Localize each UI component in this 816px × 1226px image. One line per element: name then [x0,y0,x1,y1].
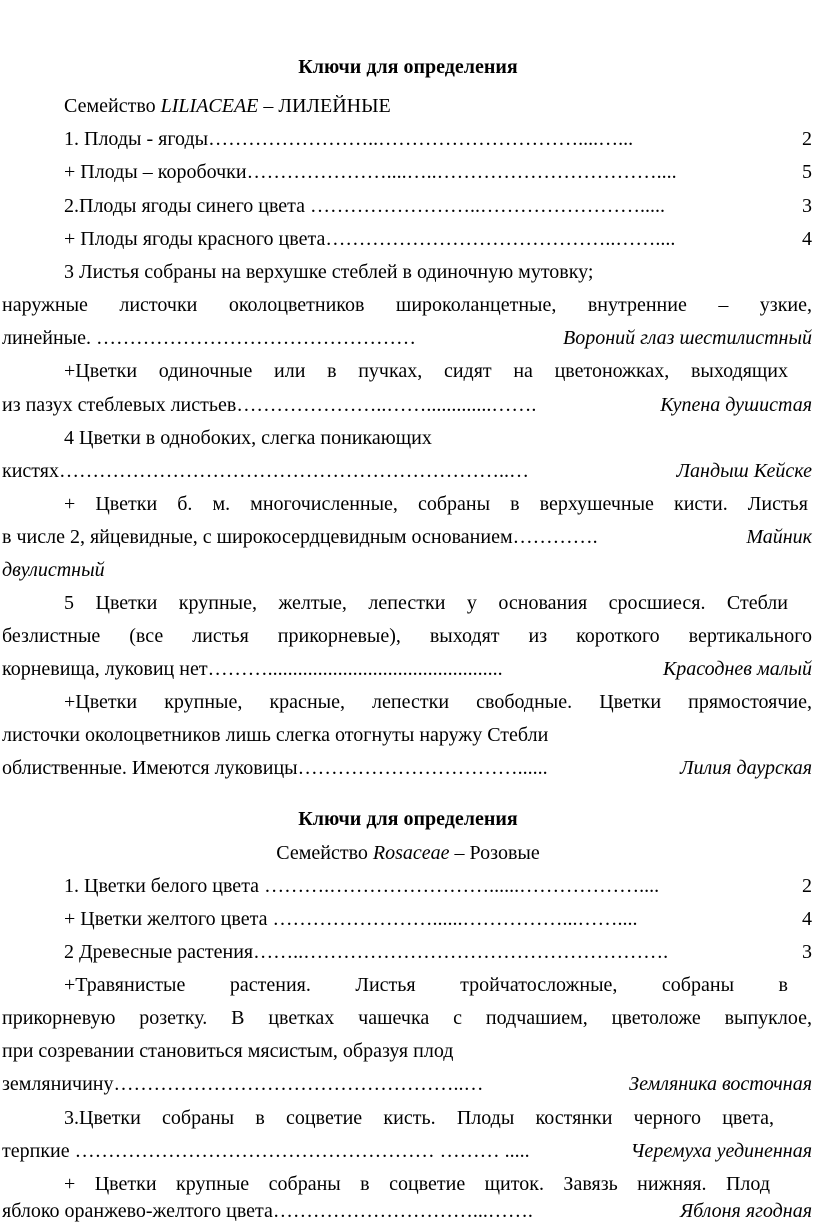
section2-title: Ключи для определения [298,808,518,830]
section1-family [64,91,391,121]
species-name: Красоднев малый [662,658,812,680]
key-target-number: 5 [802,161,812,183]
key-paragraph-line: наружные листочки околоцветников широколанцетные, внутренние – узкие, [2,294,812,316]
key-paragraph-line: листочки околоцветников лишь слегка отогнуты наружу Стебли [2,724,549,746]
key-line: 1. Цветки белого цвета ……….……………………......……………….... 2 [64,871,812,901]
key-target-number: 4 [802,228,812,250]
key-paragraph-line: 5 Цветки крупные, желтые, лепестки у основания сросшиеся. Стебли [64,592,788,614]
species-name: Ландыш Кейске [676,460,812,482]
family-latin: Rosaceae [372,842,450,864]
key-line: из пазух стеблевых листьев…………………..…….............……. Купена душистая [2,390,812,420]
key-line: земляничину……………………………………………..… Земляника восточная [2,1069,812,1099]
key-paragraph-line: 4 Цветки в однобоких, слегка поникающих [64,427,432,449]
key-paragraph-line: + Цветки крупные собраны в соцветие щиток. Завязь нижняя. Плод [64,1173,770,1195]
family-suffix: – Розовые [449,842,540,864]
species-name: Черемуха уединенная [630,1140,812,1162]
species-name: двулистный [2,559,105,581]
key-paragraph-line: безлистные (все листья прикорневые), выходят из короткого вертикального [2,625,812,647]
section1-title: Ключи для определения [298,56,518,78]
key-line: терпкие ……………………………………………… ……… ..... Черемуха уединенная [2,1136,812,1166]
species-name: Вороний глаз шестилистный [563,327,812,349]
key-target-number: 3 [802,941,812,963]
key-line: в числе 2, яйцевидные, с широкосердцевидным основанием…………. Майник [2,522,812,552]
key-line: + Цветки желтого цвета ……………………......……………...…….... 4 [64,904,812,934]
key-target-number: 4 [802,908,812,930]
family-latin: LILIACEAE [160,95,259,117]
family-prefix: Семейство [64,95,161,117]
key-paragraph-line: +Цветки одиночные или в пучках, сидят на цветоножках, выходящих [64,360,788,382]
key-line: облиственные. Имеются луковицы……………………………...... Лилия даурская [2,753,812,783]
key-target-number: 3 [802,195,812,217]
key-target-number: 2 [802,875,812,897]
key-line: 1. Плоды - ягоды……………………..…………………………....…... 2 [64,124,812,154]
key-paragraph-line: 3 Листья собраны на верхушке стеблей в одиночную мутовку; [64,261,594,283]
section2-family [0,838,816,868]
key-line: + Плоды ягоды красного цвета……………………………………..…….... 4 [64,224,812,254]
key-paragraph-line: прикорневую розетку. В цветках чашечка с подчашием, цветоложе выпуклое, [2,1007,812,1029]
key-paragraph-line: +Травянистые растения. Листья тройчатосложные, собраны в [64,974,788,996]
species-name: Яблоня ягодная [679,1200,812,1222]
species-name: Купена душистая [660,394,812,416]
species-name: Лилия даурская [679,757,812,779]
key-paragraph-line: + Цветки б. м. многочисленные, собраны в верхушечные кисти. Листья [64,493,808,515]
key-paragraph-line: 3.Цветки собраны в соцветие кисть. Плоды костянки черного цвета, [64,1107,774,1129]
key-target-number: 2 [802,128,812,150]
key-paragraph-line: +Цветки крупные, красные, лепестки свободные. Цветки прямостоячие, [64,691,812,713]
family-prefix: Семейство [276,842,373,864]
key-line: яблоко оранжево-желтого цвета…………………………...……. Яблоня ягодная [2,1196,812,1226]
key-line: 2 Древесные растения……..………………………………………………. 3 [64,937,812,967]
key-line: корневища, луковиц нет………............................................... Красоднев малый [2,654,812,684]
key-line: линейные. ………………………………………… Вороний глаз шестилистный [2,323,812,353]
species-name: Майник [746,526,812,548]
key-line: 2.Плоды ягоды синего цвета ……………………..……………………..... 3 [64,191,812,221]
species-name: Земляника восточная [629,1073,812,1095]
family-suffix: – ЛИЛЕЙНЫЕ [258,95,391,117]
key-paragraph-line: при созревании становиться мясистым, образуя плод [2,1040,454,1062]
key-line: + Плоды – коробочки…………………....…..…………………………….... 5 [64,157,812,187]
key-line: кистях…………………………………………………………..… Ландыш Кейске [2,456,812,486]
